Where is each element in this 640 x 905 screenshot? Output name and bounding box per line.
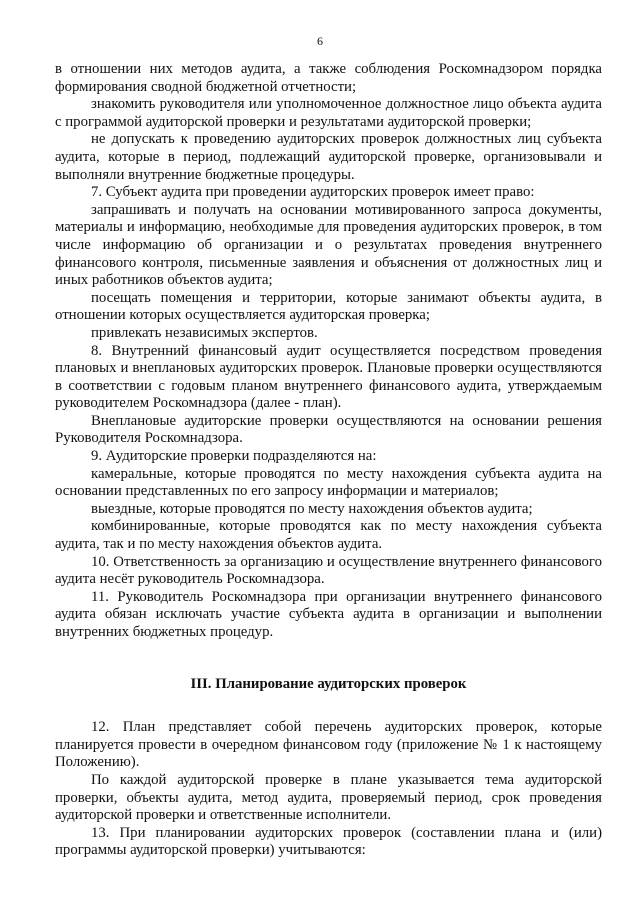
paragraph: 7. Субъект аудита при проведении аудиторских проверок имеет право: (91, 184, 535, 201)
paragraph: запрашивать и получать на основании мотивированного запроса документы, материалы и информацию, необходимые для проведения аудиторских проверок, в том числе информацию об организации и о результатах проведения внутреннего финансового контроля, письменные заявления и объяснения от должностных лиц и иных работников объектов аудита; (55, 201, 602, 289)
document-body (55, 61, 602, 860)
page-number: 6 (317, 34, 323, 48)
paragraph: 10. Ответственность за организацию и осуществление внутреннего финансового аудита несёт руководитель Роскомнадзора. (55, 553, 602, 588)
paragraphs-top (55, 61, 602, 642)
paragraph: 9. Аудиторские проверки подразделяются на: (91, 448, 377, 465)
paragraph: выездные, которые проводятся по месту нахождения объектов аудита; (91, 500, 533, 517)
paragraph: По каждой аудиторской проверке в плане указывается тема аудиторской проверки, объекты аудита, метод аудита, проверяемый период, срок проведения аудиторской проверки и ответственные исполнители. (55, 771, 602, 824)
paragraph: знакомить руководителя или уполномоченное должностное лицо объекта аудита с программой аудиторской проверки и результатами аудиторской проверки; (55, 96, 602, 130)
paragraph: в отношении них методов аудита, а также соблюдения Роскомнадзором порядка формирования сводной бюджетной отчетности; (55, 61, 602, 95)
paragraph: посещать помещения и территории, которые занимают объекты аудита, в отношении которых осуществляется аудиторская проверка; (55, 289, 602, 324)
paragraph: 8. Внутренний финансовый аудит осуществляется посредством проведения плановых и внеплановых аудиторских проверок. Плановые проверки осуществляются в соответствии с годовым планом внутреннего финансового аудита, утверждаемым руководителем Роскомнадзора (далее - план). (55, 342, 602, 412)
paragraph: 12. План представляет собой перечень аудиторских проверок, которые планируется провести в очередном финансовом году (приложение № 1 к настоящему Положению). (55, 719, 602, 771)
paragraph: 13. При планировании аудиторских проверок (составлении плана и (или) программы аудиторской проверки) учитываются: (55, 824, 602, 859)
paragraph: не допускать к проведению аудиторских проверок должностных лиц субъекта аудита, которые в период, подлежащий аудиторской проверке, организовывали и выполняли внутренние бюджетные процедуры. (55, 131, 602, 183)
paragraph: комбинированные, которые проводятся как по месту нахождения субъекта аудита, так и по месту нахождения объектов аудита. (55, 518, 602, 553)
paragraph: камеральные, которые проводятся по месту нахождения субъекта аудита на основании представленных по его запросу информации и материалов; (55, 465, 602, 500)
paragraphs-bottom (55, 719, 602, 860)
paragraph: 11. Руководитель Роскомнадзора при организации внутреннего финансового аудита обязан исключать участие субъекта аудита в организации и выполнении внутренних бюджетных процедур. (55, 588, 602, 640)
paragraph: Внеплановые аудиторские проверки осуществляются на основании решения Руководителя Роскомнадзора. (55, 412, 602, 447)
paragraph: привлекать независимых экспертов. (91, 324, 318, 341)
section-heading: III. Планирование аудиторских проверок (190, 675, 467, 692)
